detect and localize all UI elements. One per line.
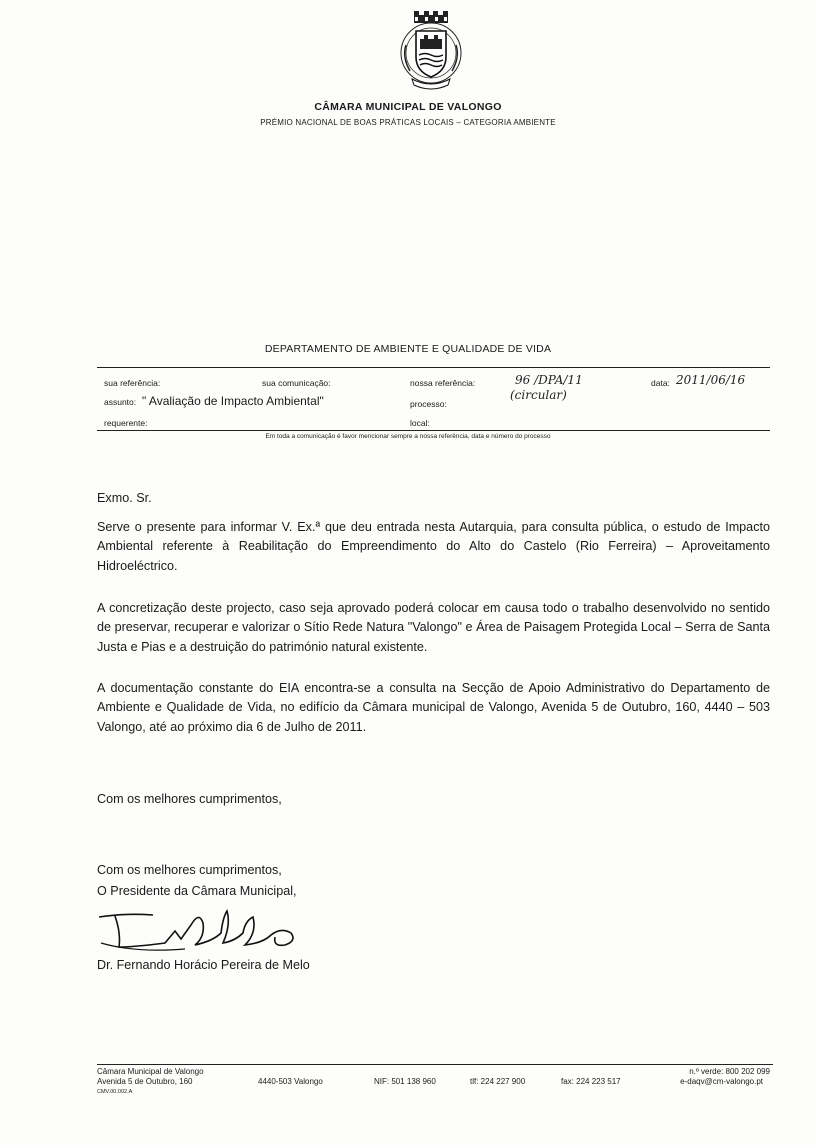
assunto-value: " Avaliação de Impacto Ambiental" [142,394,324,408]
footer-postal: 4440-503 Valongo [258,1077,323,1086]
signatory-name: Dr. Fernando Horácio Pereira de Melo [97,958,310,972]
sua-referencia-label: sua referência: [104,378,161,388]
top-rule [97,367,770,368]
signatory-title: O Presidente da Câmara Municipal, [97,884,297,898]
footer-address: Avenida 5 de Outubro, 160 [97,1077,193,1086]
local-label: local: [410,418,430,428]
municipal-crest-icon [398,5,464,91]
footer-nif: NIF: 501 138 960 [374,1077,436,1086]
footer-fax: fax: 224 223 517 [561,1077,621,1086]
closing-line-1: Com os melhores cumprimentos, [97,792,282,806]
signature-image [95,903,310,955]
nossa-referencia-label: nossa referência: [410,378,476,388]
bottom-rule [97,430,770,431]
department-name: DEPARTAMENTO DE AMBIENTE E QUALIDADE DE VIDA [264,343,552,355]
footer-email: e-daqv@cm-valongo.pt [680,1077,763,1086]
sua-comunicacao-label: sua comunicação: [262,378,331,388]
processo-label: processo: [410,399,447,409]
closing-line-2: Com os melhores cumprimentos, [97,863,282,877]
nossa-referencia-value: 96 /DPA/11 [515,373,583,387]
form-code: CMV.00.002.A [97,1089,133,1095]
paragraph-1: Serve o presente para informar V. Ex.ª que deu entrada nesta Autarquia, para consulta pública, o estudo de Impacto Ambiental referente à Reabilitação do Empreendimento do Alto do Castelo (Rio Ferreira) – Aproveitamento Hidroeléctrico. [97,520,770,573]
footer-rule [97,1064,773,1065]
salutation: Exmo. Sr. [97,491,152,505]
requerente-label: requerente: [104,418,148,428]
data-label: data: [651,378,670,388]
processo-value: (circular) [510,388,567,402]
paragraph-3: A documentação constante do EIA encontra-se a consulta na Secção de Apoio Administrativo do Departamento de Ambiente e Qualidade de Vida, no edifício da Câmara municipal de Valongo, Avenida 5 de Outubro, 160, 4440 – 503 Valongo, até ao próximo dia 6 de Julho de 2011. [97,681,770,734]
paragraph-2: A concretização deste projecto, caso seja aprovado poderá colocar em causa todo o trabalho desenvolvido no sentido de preservar, recuperar e valorizar o Sítio Rede Natura "Valongo" e Área de Paisagem Protegida Local – Serra de Santa Justa e Pias e a destruição do património natural existente. [97,601,770,654]
reference-note: Em toda a comunicação é favor mencionar sempre a nossa referência, data e número do processo [265,433,551,440]
assunto-label: assunto: [104,397,137,407]
data-value: 2011/06/16 [676,373,746,387]
footer-org: Câmara Municipal de Valongo [97,1067,204,1076]
award-subtitle: PRÉMIO NACIONAL DE BOAS PRÁTICAS LOCAIS – CATEGORIA AMBIENTE [260,118,556,127]
municipality-title: CÂMARA MUNICIPAL DE VALONGO [314,101,502,113]
footer-green-line: n.º verde: 800 202 099 [689,1067,770,1076]
footer-tel: tlf: 224 227 900 [470,1077,526,1086]
